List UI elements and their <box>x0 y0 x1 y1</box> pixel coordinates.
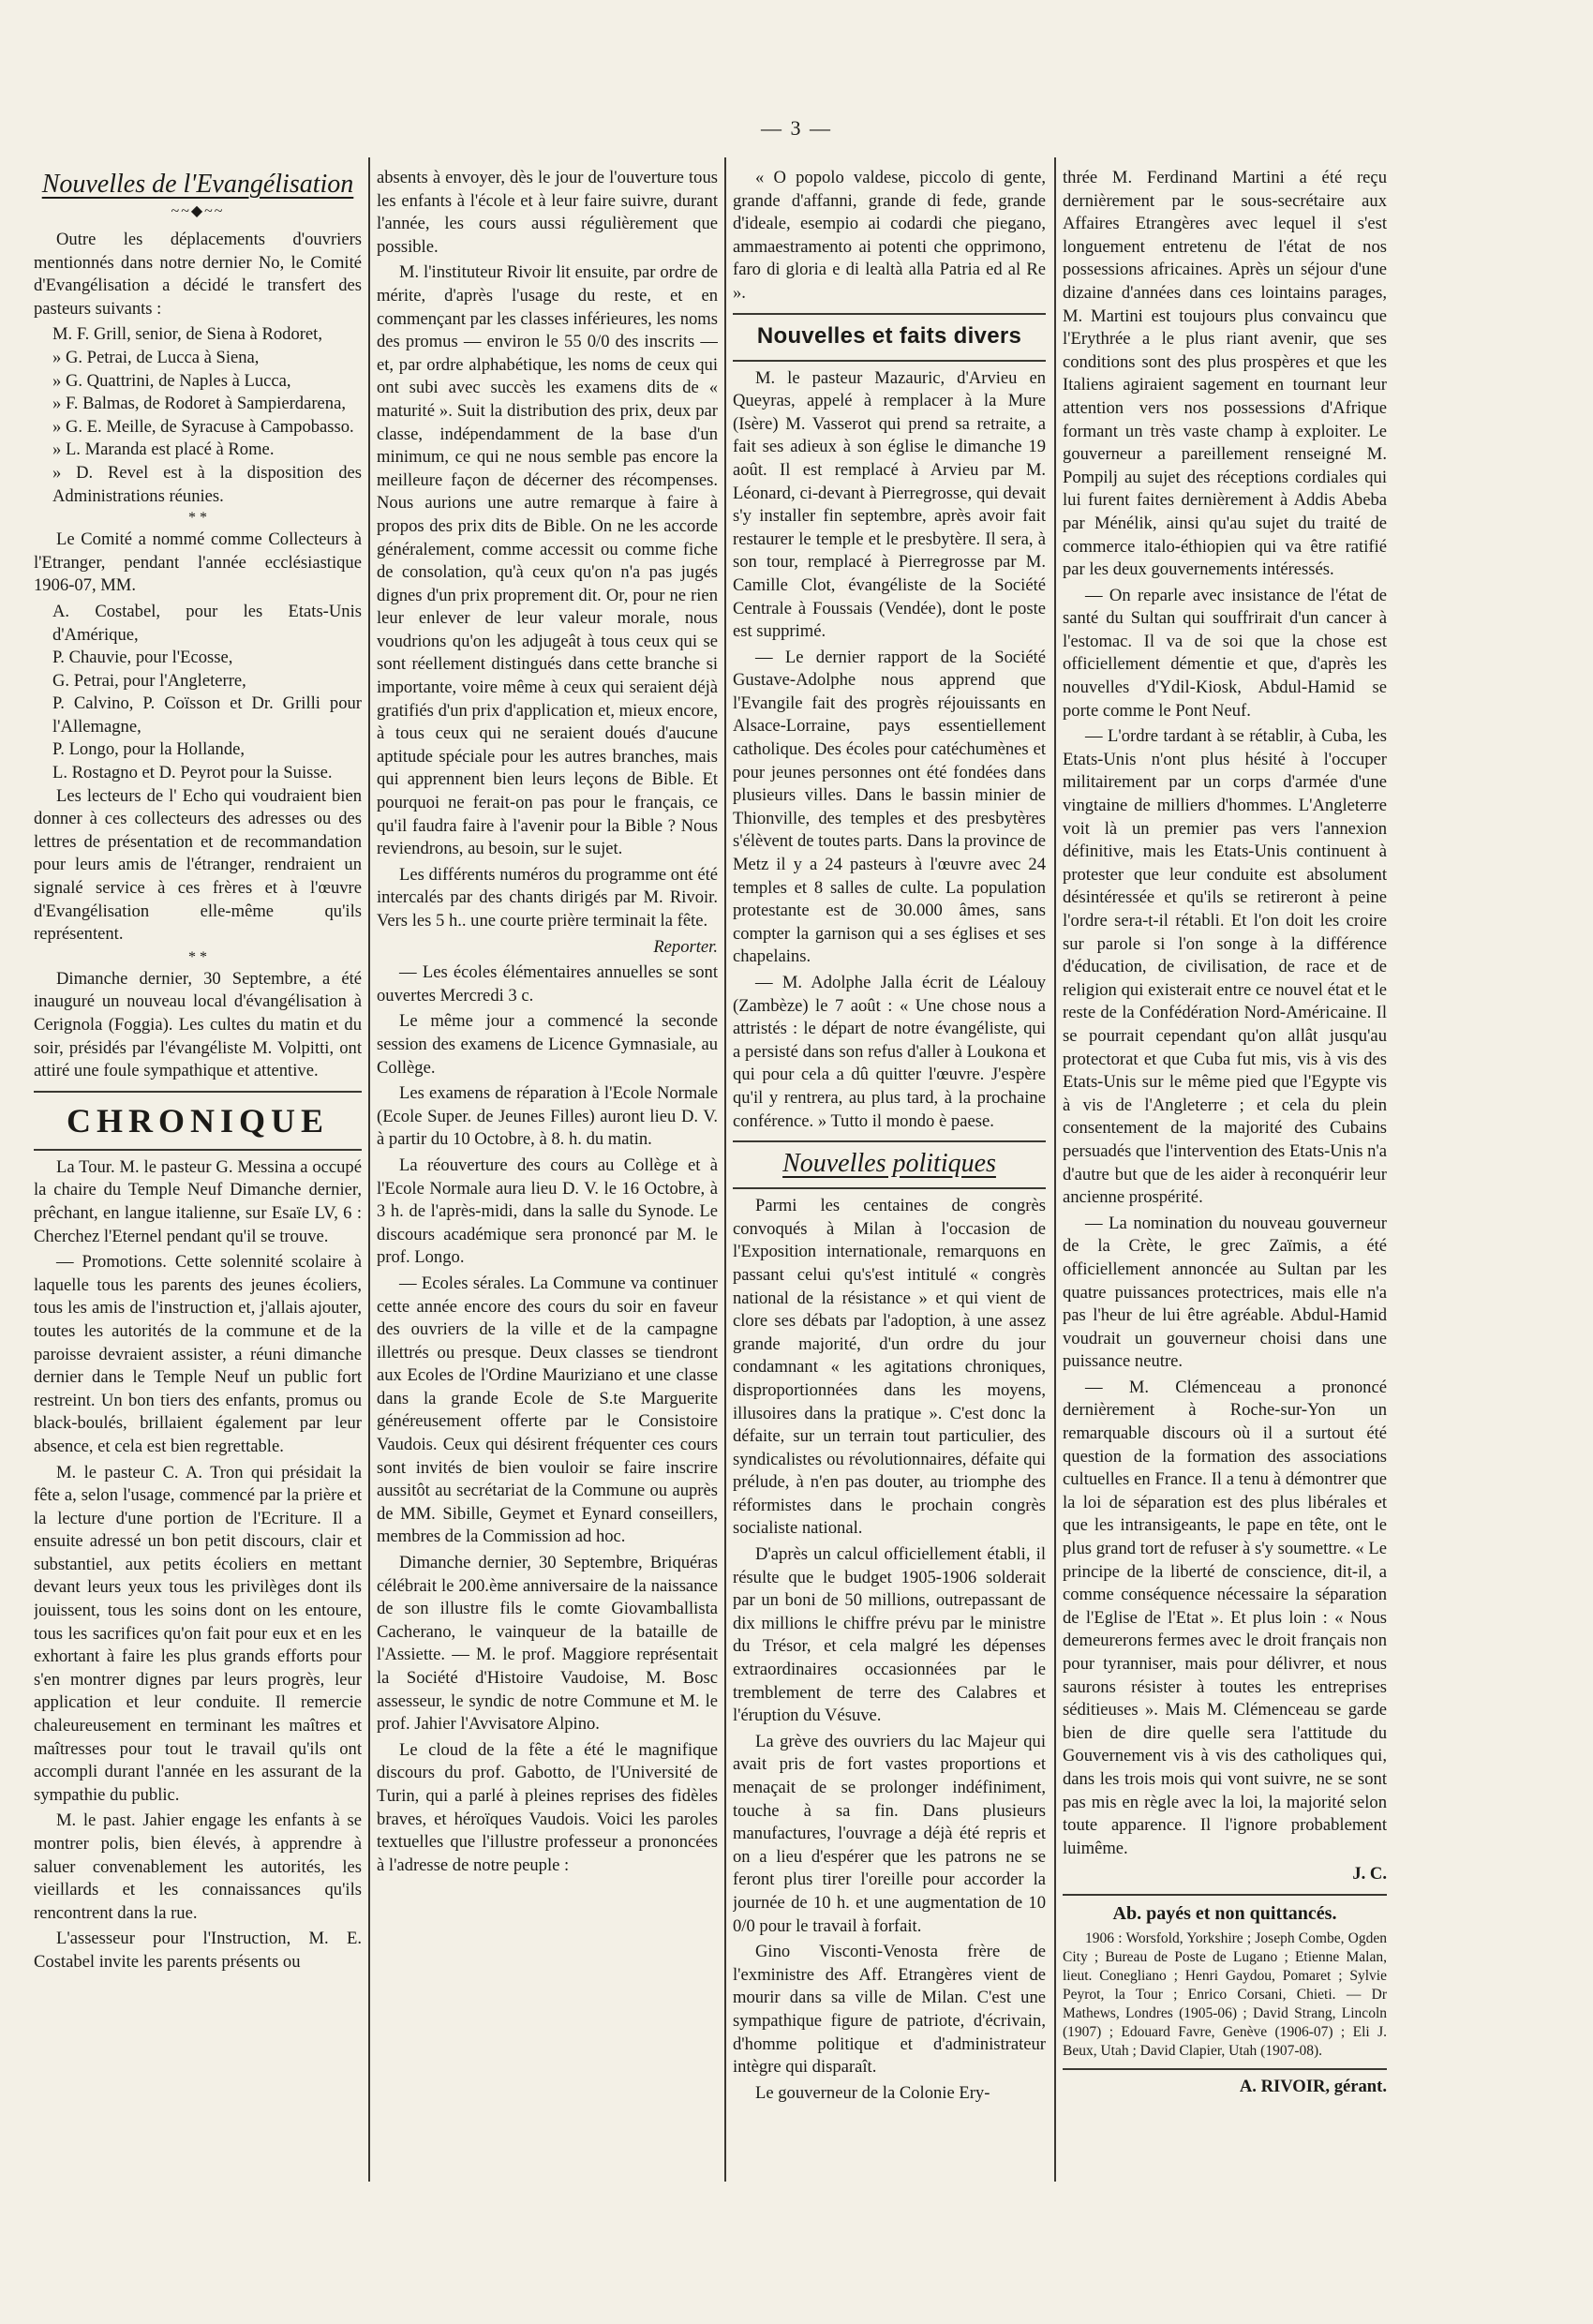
list-item: » F. Balmas, de Rodoret à Sampierdarena, <box>52 394 346 414</box>
column-rule <box>368 157 370 2182</box>
paragraph: M. le pasteur Mazauric, d'Arvieu en Queyras, appelé à remplacer à la Mure (Isère) M. Vasserot qui prend sa retraite, a fait ses adieux à son église le dimanche 19 août. Il est remplacé à Arvieu par M. Léonard, ci-devant à Pierregrosse, qui devait s'y installer fin septembre, après avoir fait restaurer le temple et le presbytère. Il sera, à son tour, remplacé à Pierregrosse par M. Camille Clot, évangéliste de la Société Centrale à Foussais (Vendée), dont le poste est supprimé. <box>733 367 1046 642</box>
divider <box>34 1149 362 1151</box>
abonnes-list: 1906 : Worsfold, Yorkshire ; Joseph Combe, Ogden City ; Bureau de Poste de Lugano ; Etienne Malan, lieut. Conegliano ; Henri Gaydou, Pomaret ; Sylvie Peyrot, la Tour ; Enrico Corsani, Chieti. — Dr Mathews, Londres (1905-06) ; David Strang, Lincoln (1907) ; Edouard Favre, Genève (1906-07) ; Eli J. Beux, Utah ; David Clapier, Utah (1907-08). <box>1063 1929 1387 2059</box>
divider <box>1063 1894 1387 1896</box>
asterism: * * <box>188 510 207 527</box>
paragraph: — Le dernier rapport de la Société Gustave-Adolphe nous apprend que l'Evangile fait des progrès réjouissants en Alsace-Lorraine, pays essentiellement catholique. Des écoles pour catéchumènes et pour jeunes personnes ont été fondées dans plusieurs villes. Dans le bassin minier de Thionville, des temples et des presbytères s'élèvent de toutes parts. Dans la province de Metz il y a 24 pasteurs à l'œuvre avec 24 temples et 8 salles de culte. La population protestante est de 30.000 âmes, sans compter la garnison qui a ses églises et ses chapelains. <box>733 647 1046 967</box>
paragraph: — Promotions. Cette solennité scolaire à laquelle tous les parents des jeunes écoliers, tous les amis de l'instruction et, j'allais ajouter, toutes les autorités de la commune et de la paroisse devraient assister, a réuni dimanche dernier dans le Temple Neuf un public fort restreint. Un bon tiers des enfants, promus ou black-boulés, brillaient également par leur absence, et cela est bien regrettable. <box>34 1252 362 1456</box>
paragraph: Gino Visconti-Venosta frère de l'exministre des Aff. Etrangères vient de mourir dans sa ville de Milan. C'est une sympathique figure de patriote, d'écrivain, d'homme politique et d'administrateur intègre qui disparaît. <box>733 1942 1046 2078</box>
paragraph: D'après un calcul officiellement établi, il résulte que le budget 1905-1906 solderait par un boni de 50 millions, outrepassant de dix millions le chiffre prévu par le ministre du Trésor, et cela malgré les dépenses extraordinaires occasionnées par le tremblement de terre des Calabres et l'éruption du Vésuve. <box>733 1544 1046 1726</box>
list-item: » D. Revel est à la disposition des Administrations réunies. <box>52 462 362 506</box>
list-item: M. F. Grill, senior, de Siena à Rodoret, <box>52 324 322 345</box>
paragraph: — La nomination du nouveau gouverneur de la Crète, le grec Zaïmis, a été officiellement annoncée au Sultan par les quatre puissances protectrices, mais elle n'a pas l'heur de lui être agréable. Abdul-Hamid voudrait un gouverneur choisi dans une puissance neutre. <box>1063 1213 1387 1372</box>
section-heading-chronique: CHRONIQUE <box>66 1101 330 1140</box>
column-1 <box>34 167 362 2163</box>
paragraph: Les examens de réparation à l'Ecole Normale (Ecole Super. de Jeunes Filles) auront lieu D. V. à partir du 10 Octobre, à 8. h. du matin. <box>377 1083 718 1150</box>
list-item: » G. E. Meille, de Syracuse à Campobasso. <box>52 416 354 437</box>
paragraph: Les différents numéros du programme ont été intercalés par des chants dirigés par M. Rivoir. Vers les 5 h.. une courte prière terminait la fête. <box>377 864 718 931</box>
paragraph: — Les écoles élémentaires annuelles se sont ouvertes Mercredi 3 c. <box>377 962 718 1006</box>
section-heading-politiques: Nouvelles politiques <box>782 1149 996 1179</box>
paragraph: Outre les déplacements d'ouvriers mentionnés dans notre dernier No, le Comité d'Evangélisation a décidé le transfert des pasteurs suivants : <box>34 230 362 319</box>
paragraph: M. le past. Jahier engage les enfants à se montrer polis, bien élevés, à apprendre à saluer convenablement les autorités, les vieillards et les connaissances qu'ils rencontrent dans la rue. <box>34 1810 362 1923</box>
list-item: L. Rostagno et D. Peyrot pour la Suisse. <box>52 763 333 783</box>
section-heading-abonnes: Ab. payés et non quittancés. <box>1112 1902 1337 1924</box>
paragraph: — On reparle avec insistance de l'état de santé du Sultan qui souffrirait d'un cancer à l'estomac. Il va de soi que la chose est officiellement démentie et que, d'après les nouvelles d'Ydil-Kiosk, Abdul-Hamid se porte comme le Pont Neuf. <box>1063 585 1387 721</box>
list-item: P. Longo, pour la Hollande, <box>52 739 246 760</box>
section-heading-faits-divers: Nouvelles et faits divers <box>756 322 1022 349</box>
asterism: * * <box>188 948 207 965</box>
column-2 <box>377 167 718 2163</box>
paragraph: Le cloud de la fête a été le magnifique discours du prof. Gabotto, de l'Université de Turin, qui a parlé à pleines reprises des fidèles braves, et héroïques Vaudois. Voici les paroles textuelles que l'illustre professeur a prononcées à l'adresse de notre peuple : <box>377 1739 718 1875</box>
column-3 <box>733 167 1046 2163</box>
ornament: ~~◆~~ <box>171 203 225 219</box>
paragraph: La réouverture des cours au Collège et à l'Ecole Normale aura lieu D. V. le 16 Octobre, à 3 h. de l'après-midi, dans la salle du Synode. Le discours académique sera prononcé par M. le prof. Longo. <box>377 1155 718 1268</box>
paragraph: L'assesseur pour l'Instruction, M. E. Costabel invite les parents présents ou <box>34 1929 362 1972</box>
section-heading-evangelisation: Nouvelles de l'Evangélisation <box>41 170 354 199</box>
divider <box>733 1187 1046 1189</box>
page-number: — 3 — <box>761 116 832 140</box>
paragraph: thrée M. Ferdinand Martini a été reçu dernièrement par le sous-secrétaire aux Affaires Etrangères avec lequel il s'est longuement entretenu de l'état de nos possessions africaines. Après un séjour d'une dizaine d'années dans ces lointains parages, M. Martini est toujours plus convaincu que l'Erythrée a le plus riant avenir, que ses conditions sont des plus prospères et que les Italiens agiraient sagement en tournant leur attention vers nos possessions d'Afrique formant un très vaste champ à exploiter. Le gouverneur a pareillement renseigné M. Pompilj au sujet des réceptions cordiales qui lui furent faites dernièrement à Addis Abeba par Ménélik, ainsi qu'au sujet du traité de commerce italo-éthiopien qui va être ratifié par les deux gouvernements intéressés. <box>1063 168 1387 580</box>
paragraph: — M. Adolphe Jalla écrit de Léalouy (Zambèze) le 7 août : « Une chose nous a attristés : le départ de notre évangéliste, qui a persisté dans son refus d'aller à Loukona et qui pour cela a dû quitter l'œuvre. J'espère qu'il y rentrera, au plus tard, à la prochaine conférence. » Tutto il mondo è paese. <box>733 973 1046 1131</box>
gerant-signature: A. RIVOIR, gérant. <box>1239 2076 1387 2096</box>
quote: « O popolo valdese, piccolo di gente, grande d'affanni, grande di fede, grande d'ideale, esempio ai codardi che piegano, ammaestramento ai potenti che opprimono, faro di gloria e di lealtà alla Patria ed al Re ». <box>733 168 1046 303</box>
signature: Reporter. <box>653 936 718 957</box>
divider <box>34 1091 362 1093</box>
list-item: P. Chauvie, pour l'Ecosse, <box>52 648 233 668</box>
paragraph: Le même jour a commencé la seconde session des examens de Licence Gymnasiale, au Collège. <box>377 1011 718 1078</box>
list-item: » G. Petrai, de Lucca à Siena, <box>52 347 260 367</box>
list-item: G. Petrai, pour l'Angleterre, <box>52 670 246 691</box>
divider <box>733 1140 1046 1142</box>
paragraph: Le gouverneur de la Colonie Ery- <box>755 2082 990 2103</box>
column-4 <box>1063 167 1387 2163</box>
list-item: » G. Quattrini, de Naples à Lucca, <box>52 370 291 391</box>
paragraph: M. le pasteur C. A. Tron qui présidait la fête a, selon l'usage, commencé par la prière et la lecture d'une portion de l'Ecriture. Il a ensuite adressé un bon petit discours, clair et substantiel, aux petits écoliers en mettant devant leurs yeux tous les privilèges dont ils jouissent, tous les soins dont on les entoure, tous les sacrifices qu'on fait pour eux et en les exhortant à faire les plus grands efforts pour s'en montrer dignes par leurs progrès, leur application et leur conduite. Il remercie chaleureusement en terminant les maîtres et maîtresses pour tout le travail qu'ils ont accompli durant l'année en les assurant de la sympathie du public. <box>34 1462 362 1805</box>
paragraph: Le Comité a nommé comme Collecteurs à l'Etranger, pendant l'année ecclésiastique 1906-07, MM. <box>34 529 362 596</box>
paragraph: La Tour. M. le pasteur G. Messina a occupé la chaire du Temple Neuf Dimanche dernier, prêchant, en langue italienne, sur Esaïe LV, 6 : Cherchez l'Eternel pendant qu'il se trouve. <box>34 1156 362 1246</box>
transfer-list <box>34 323 362 508</box>
list-item: A. Costabel, pour les Etats-Unis d'Amérique, <box>52 601 362 645</box>
paragraph: La grève des ouvriers du lac Majeur qui avait pris de fort vastes proportions et menaçait de se prolonger indéfiniment, touche à sa fin. Dans plusieurs manufactures, l'ouvrage a déjà été repris et on a lieu d'espérer que les patrons ne se feront plus tirer l'oreille pour accorder la journée de 10 h. et une augmentation de 10 0/0 pour le travail à forfait. <box>733 1731 1046 1936</box>
list-item: » L. Maranda est placé à Rome. <box>52 439 275 460</box>
paragraph: absents à envoyer, dès le jour de l'ouverture tous les enfants à l'école et à leur faire suivre, durant l'année, les cours aussi régulièrement que possible. <box>377 168 718 257</box>
column-rule <box>724 157 726 2182</box>
paragraph: — M. Clémenceau a prononcé dernièrement à Roche-sur-Yon un remarquable discours où il a surtout été question de la formation des associations cultuelles en France. Il a tenu à démontrer que la loi de séparation est des plus libérales et que les intransigeants, le pape en tête, ont le plus grand tort de refuser à s'y soumettre. « Le principe de la liberté de conscience, dit-il, a comme conséquence nécessaire la séparation de l'Eglise de l'Etat ». Et plus loin : « Nous demeurerons fermes avec le droit français non pour tyranniser, mais pour délivrer, et nous saurons résister à toutes les entreprises séditieuses ». Mais M. Clémenceau se garde bien de dire quelle sera l'attitude du Gouvernement vis à vis des catholiques qui, dans les trois mois qui vont suivre, ne se sont pas mis en règle avec la loi, la majorité selon toute apparence. Il l'ignore probablement luimême. <box>1063 1377 1387 1858</box>
paragraph: — Ecoles sérales. La Commune va continuer cette année encore des cours du soir en faveur des ouvriers de la ville et de la campagne illettrés ou presque. Deux classes se tiendront aux Ecoles de l'Ordine Mauriziano et une classe dans la grande Ecole de S.te Marguerite généreusement offerte par le Consistoire Vaudois. Ceux qui désirent fréquenter ces cours sont invités de bien vouloir se faire inscrire aussitôt au secrétariat de la Commune ou auprès de MM. Sibille, Geymet et Eynard conseillers, membres de la Commission ad hoc. <box>377 1273 718 1547</box>
paragraph: Dimanche dernier, 30 Septembre, Briquéras célébrait le 200.ème anniversaire de la naissance de son illustre fils le comte Giovamballista Cacherano, le vainqueur de la bataille de l'Assiette. — M. le prof. Maggiore représentait la Société d'Histoire Vaudoise, M. Bosc assesseur, le syndic de notre Commune et M. le prof. Jahier l'Avvisatore Alpino. <box>377 1553 718 1735</box>
divider <box>733 360 1046 362</box>
list-item: P. Calvino, P. Coïsson et Dr. Grilli pour l'Allemagne, <box>52 693 362 737</box>
divider <box>733 313 1046 315</box>
paragraph: Les lecteurs de l' Echo qui voudraient bien donner à ces collecteurs des adresses ou des lettres de présentation et de recommandation pour leurs amis de l'étranger, rendraient un signalé service à ces frères et à l'œuvre d'Evangélisation elle-même qu'ils représentent. <box>34 785 362 945</box>
column-rule <box>1054 157 1056 2182</box>
paragraph: M. l'instituteur Rivoir lit ensuite, par ordre de mérite, d'après l'usage du reste, et en commençant par les classes inférieures, les noms des promus — environ le 55 0/0 des inscrits — et, par ordre alphabétique, les noms de ceux qui ont subi avec succès les examens dits de « maturité ». Suit la distribution des prix, deux par classe, indépendamment de la base d'un minimum, ce qui ne nous semble pas encore la meilleure façon de décerner des récompenses. Nous aurions une autre remarque à faire à propos des prix dits de Bible. On ne les accorde généralement, comme accessit ou comme fiche de consolation, qu'à ceux qu'on n'a pas jugés dignes d'un prix proprement dit. Or, pour ne rien leur enlever de leur valeur morale, nous voudrions qu'on les adjugeât à tous ceux qui se sont réellement distingués dans cette branche si importante, voire même à ceux qui seraient déjà gratifiés d'un prix d'application et, mieux encore, à tous ceux qui ne seraient doués d'aucune aptitude spéciale pour les autres branches, mais qui apprennent bien leurs leçons de Bible. Et pourquoi ne ferait-on pas pour le français, ce qu'il faudra faire à l'avenir pour la Bible ? Nous reviendrons, au besoin, sur le sujet. <box>377 262 718 859</box>
collecteurs-list <box>34 601 362 785</box>
paragraph: Dimanche dernier, 30 Septembre, a été inauguré un nouveau local d'évangélisation à Cerignola (Foggia). Les cultes du matin et du soir, présidés par l'évangéliste M. Volpitti, ont attiré une foule sympathique et attentive. <box>34 968 362 1081</box>
paragraph: — L'ordre tardant à se rétablir, à Cuba, les Etats-Unis n'ont plus hésité à l'occuper militairement par un corps d'armée d'une vingtaine de milliers d'hommes. L'Angleterre voit là un premier pas vers l'annexion définitive, mais les Etats-Unis continuent à protester que leur conduite est absolument désintéressée et qu'ils se retireront à peine l'ordre sera-t-il rétabli. Et l'on doit les croire sur parole si l'on songe à la différence d'éducation, de civilisation, de race et de religion qui existerait entre ce nouvel état et le reste de la Confédération Nord-Américaine. Il se pourrait cependant qu'on allât jusqu'au protectorat et que Cuba fut mis, vis à vis des Etats-Unis sur le même pied que l'Egypte vis à vis de l'Angleterre ; et cela du plein consentement de la majorité des Cubains persuadés que l'intervention des Etats-Unis n'a d'autre but que de les aider à reconquérir leur ancienne prospérité. <box>1063 726 1387 1208</box>
signature: J. C. <box>1352 1864 1387 1885</box>
divider <box>1063 2068 1387 2070</box>
paragraph: Parmi les centaines de congrès convoqués à Milan à l'occasion de l'Exposition internationale, remarquons en passant celui qu's'est intitulé « congrès national de la résistance » et qui vient de clore ses débats par l'adoption, à une assez grande majorité, d'un ordre du jour condamnant « les agitations chroniques, disproportionnées dans les moyens, illusoires dans la pratique ». C'est donc la défaite, sur un terrain tout particulier, des syndicalistes ou révolutionnaires, défaite qui prélude, à n'en pas douter, au triomphe des réformistes dans le prochain congrès socialiste national. <box>733 1196 1046 1539</box>
